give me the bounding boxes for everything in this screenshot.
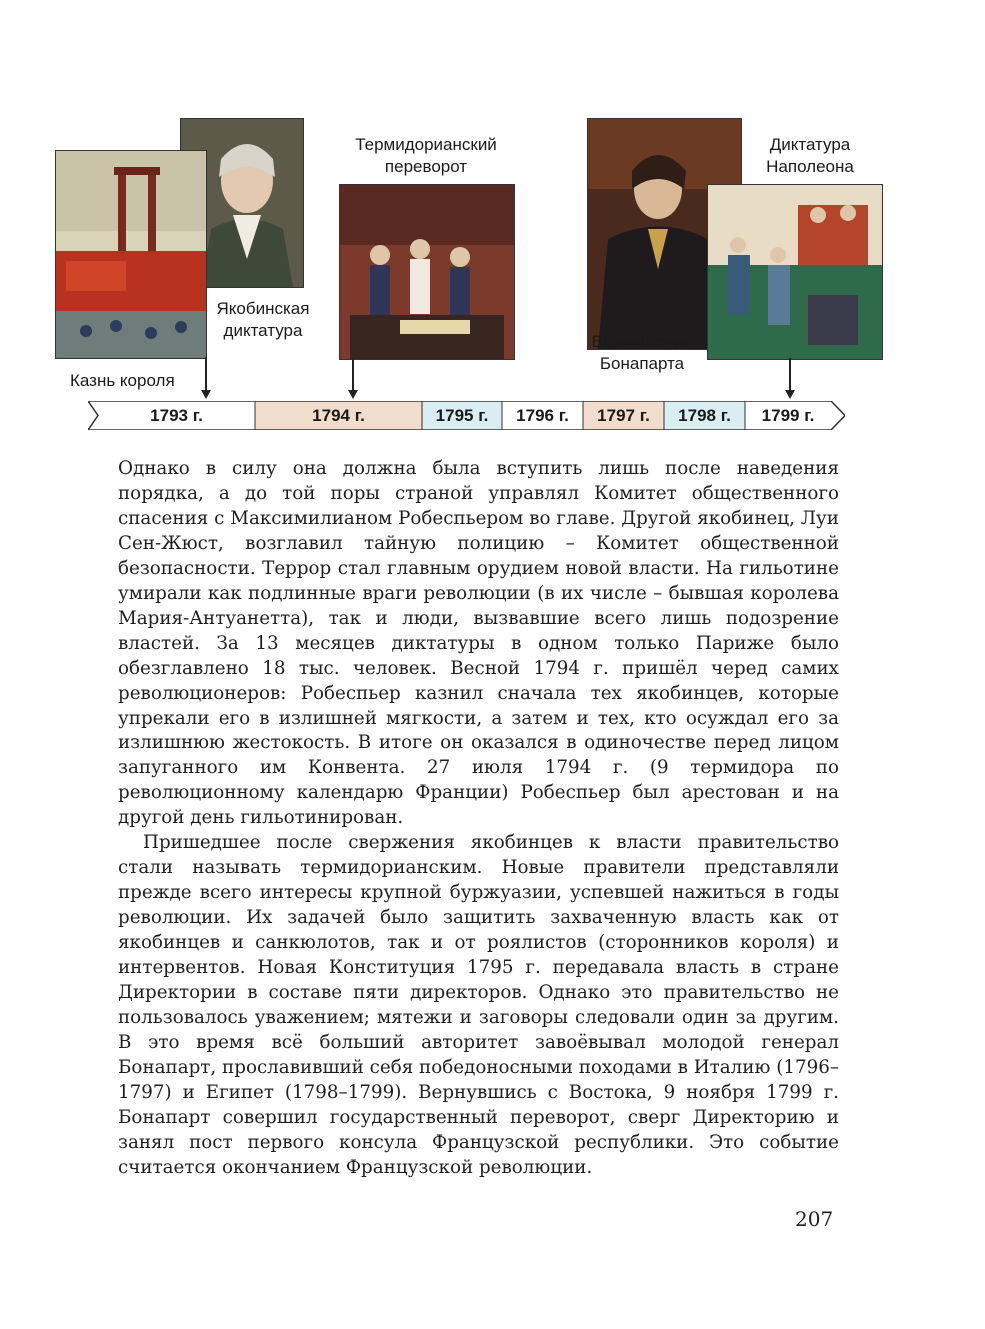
page-number: 207 xyxy=(795,1207,834,1231)
year-1796: 1796 г. xyxy=(516,406,569,425)
paragraph-2: Пришедшее после свержения якобинцев к власти правительство стали называть термидорианским. Новые правители представляли прежде всего интересы крупной буржуазии, успевшей нажиться в годы революции. Их задачей было защитить захваченную власть как от якобинцев и санкюлотов, так и от роялистов (сторонников короля) и интервентов. Новая Конституция 1795 г. передавала власть в стране Директории в составе пяти директоров. Однако это правительство не пользовалось уважением; мятежи и заговоры следовали один за другим. В это время всё больший авторитет завоёвывал молодой генерал Бонапарт, прославивший себя победоносными походами в Италию (1796–1797) и Египет (1798–1799). Вернувшись с Востока, 9 ноября 1799 г. Бонапарт совершил государственный переворот, сверг Директорию и занял пост первого консула Французской республики. Это событие считается окончанием Французской революции. xyxy=(118,832,839,1178)
year-1798: 1798 г. xyxy=(678,406,731,425)
arrow-thermidor xyxy=(352,358,354,392)
year-1797: 1797 г. xyxy=(597,406,650,425)
napoleon-dictatorship-picture xyxy=(707,184,883,360)
event-label-bonaparte-rise: Возвышение Бонапарта xyxy=(591,332,693,373)
arrow-king-execution xyxy=(205,357,207,392)
year-1794: 1794 г. xyxy=(312,406,365,425)
paragraph-1: Однако в силу она должна была вступить лишь после наведения порядка, а до той поры страной управлял Комитет общественного спасения с Максимилианом Робеспьером во главе. Другой якобинец, Луи Сен-Жюст, возглавил тайную полицию – Комитет общественной безопасности. Террор стал главным орудием новой власти. На гильотине умирали как подлинные враги революции (в их числе – бывшая королева Мария-Антуанетта), так и люди, вызвавшие всего лишь подозрение властей. За 13 месяцев диктатуры в одном только Париже было обезглавлено 18 тыс. человек. Весной 1794 г. пришёл черед самих революционеров: Робеспьер казнил сначала тех якобинцев, которые упрекали его в излишней мягкости, а затем и тех, кто осуждал его за излишнюю жестокость. В итоге он оказался в одиночестве перед лицом запуганного им Конвента. 27 июля 1794 г. (9 термидора по революционному календарю Франции) Робеспьер был арестован и на другой день гильотинирован. xyxy=(118,458,839,829)
year-1793: 1793 г. xyxy=(150,406,203,425)
arrow-napoleon-dictatorship xyxy=(789,358,791,392)
arrow-head-napoleon-dictatorship xyxy=(785,390,795,399)
event-label-jacobin-dictatorship: Якобинская диктатура xyxy=(216,299,310,340)
body-text xyxy=(118,457,839,1181)
event-label-king-execution: Казнь короля xyxy=(70,371,175,390)
thermidor-picture xyxy=(339,184,515,360)
arrow-head-thermidor xyxy=(348,390,358,399)
arrow-head-king-execution xyxy=(201,390,211,399)
event-label-thermidor: Термидорианский переворот xyxy=(355,135,497,176)
year-1799: 1799 г. xyxy=(761,406,815,425)
event-label-napoleon-dictatorship: Диктатура Наполеона xyxy=(766,135,854,176)
king-execution-picture xyxy=(55,150,207,359)
year-1795: 1795 г. xyxy=(435,406,489,425)
